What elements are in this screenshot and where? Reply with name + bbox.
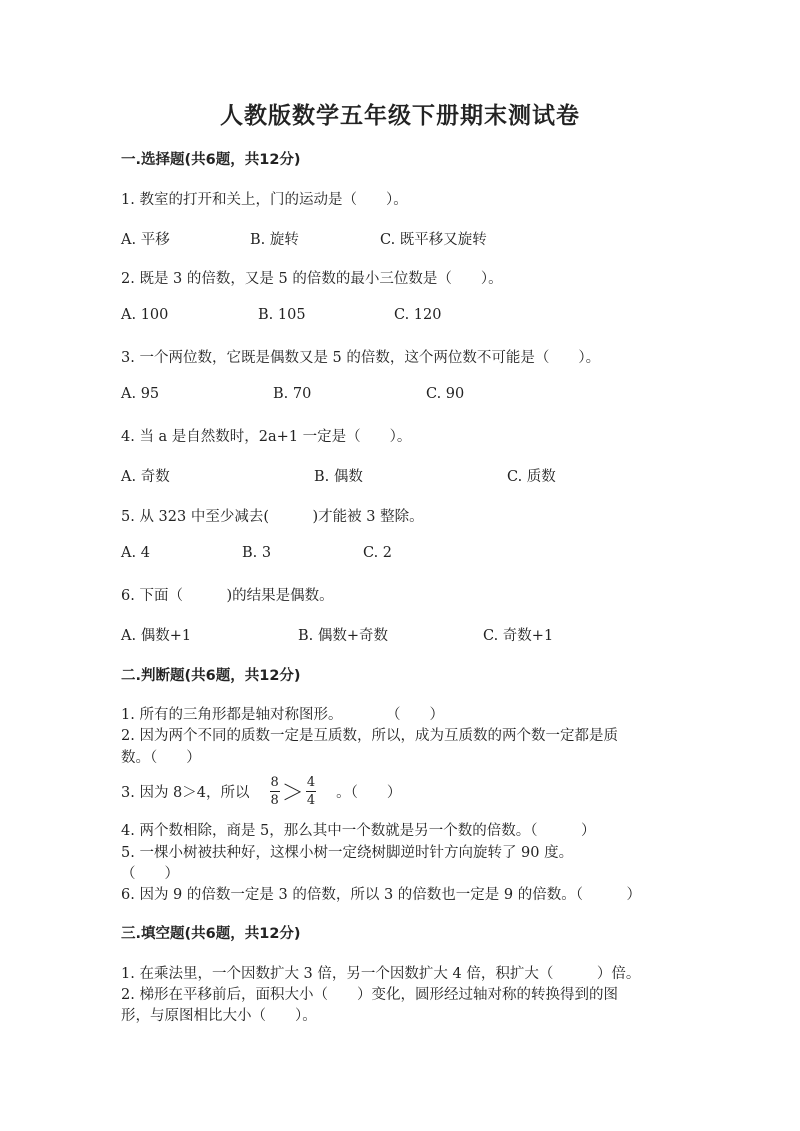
- question-6: 6. 下面（ )的结果是偶数。: [121, 588, 334, 604]
- option-b: B. 105: [258, 307, 306, 323]
- question-2: 2. 既是 3 的倍数，又是 5 的倍数的最小三位数是（ ）。: [121, 271, 503, 287]
- fraction-denominator: 8: [270, 792, 279, 808]
- fraction-numerator: 4: [306, 774, 316, 790]
- question-1: 1. 教室的打开和关上，门的运动是（ ）。: [121, 192, 408, 208]
- judgment-question-5-cont: （ ）: [121, 866, 179, 882]
- judgment-question-3: [121, 772, 401, 810]
- option-b: B. 旋转: [250, 232, 299, 248]
- fraction-numerator: 8: [270, 774, 279, 790]
- q3-suffix: 。（ ）: [336, 784, 402, 801]
- option-a: A. 偶数+1: [121, 628, 192, 644]
- section-heading-choice: 一.选择题(共6题，共12分): [121, 152, 301, 168]
- judgment-question-6: 6. 因为 9 的倍数一定是 3 的倍数，所以 3 的倍数也一定是 9 的倍数。（ ）: [121, 887, 641, 903]
- option-a: A. 奇数: [121, 469, 170, 485]
- option-c: C. 90: [426, 386, 465, 402]
- page-title: 人教版数学五年级下册期末测试卷: [220, 103, 580, 129]
- option-c: C. 质数: [507, 469, 556, 485]
- option-b: B. 偶数+奇数: [298, 628, 389, 644]
- question-5: 5. 从 323 中至少减去( )才能被 3 整除。: [121, 509, 424, 525]
- judgment-question-4: 4. 两个数相除，商是 5，那么其中一个数就是另一个数的倍数。（ ）: [121, 823, 596, 839]
- option-a: A. 100: [121, 307, 169, 323]
- fill-question-1: 1. 在乘法里，一个因数扩大 3 倍，另一个因数扩大 4 倍，积扩大（ ）倍。: [121, 966, 641, 982]
- option-b: B. 70: [273, 386, 312, 402]
- judgment-question-1: 1. 所有的三角形都是轴对称图形。 （ ）: [121, 707, 444, 723]
- question-3: 3. 一个两位数，它既是偶数又是 5 的倍数，这个两位数不可能是（ ）。: [121, 350, 601, 366]
- fraction-right: [306, 776, 316, 807]
- option-b: B. 3: [242, 545, 272, 561]
- option-a: A. 4: [121, 545, 150, 561]
- q3-prefix: 3. 因为 8＞4，所以: [121, 784, 250, 801]
- question-4: 4. 当 a 是自然数时，2a+1 一定是（ ）。: [121, 429, 412, 445]
- fraction-denominator: 4: [306, 792, 316, 808]
- option-c: C. 120: [394, 307, 442, 323]
- option-c: C. 既平移又旋转: [380, 232, 487, 248]
- fill-question-2-cont: 形，与原图相比大小（ ）。: [121, 1008, 317, 1024]
- greater-than-sign: ＞: [281, 780, 304, 806]
- section-heading-judgment: 二.判断题(共6题，共12分): [121, 668, 301, 684]
- option-a: A. 平移: [121, 232, 170, 248]
- option-c: C. 2: [363, 545, 393, 561]
- option-c: C. 奇数+1: [483, 628, 554, 644]
- judgment-question-5: 5. 一棵小树被扶种好，这棵小树一定绕树脚逆时针方向旋转了 90 度。: [121, 845, 574, 861]
- option-b: B. 偶数: [314, 469, 363, 485]
- judgment-question-2-cont: 数。（ ）: [121, 750, 201, 766]
- judgment-question-2: 2. 因为两个不同的质数一定是互质数，所以，成为互质数的两个数一定都是质: [121, 728, 618, 744]
- option-a: A. 95: [121, 386, 160, 402]
- section-heading-fill: 三.填空题(共6题，共12分): [121, 926, 301, 942]
- fraction-left: [270, 776, 280, 807]
- fill-question-2: 2. 梯形在平移前后，面积大小（ ）变化，圆形经过轴对称的转换得到的图: [121, 987, 618, 1003]
